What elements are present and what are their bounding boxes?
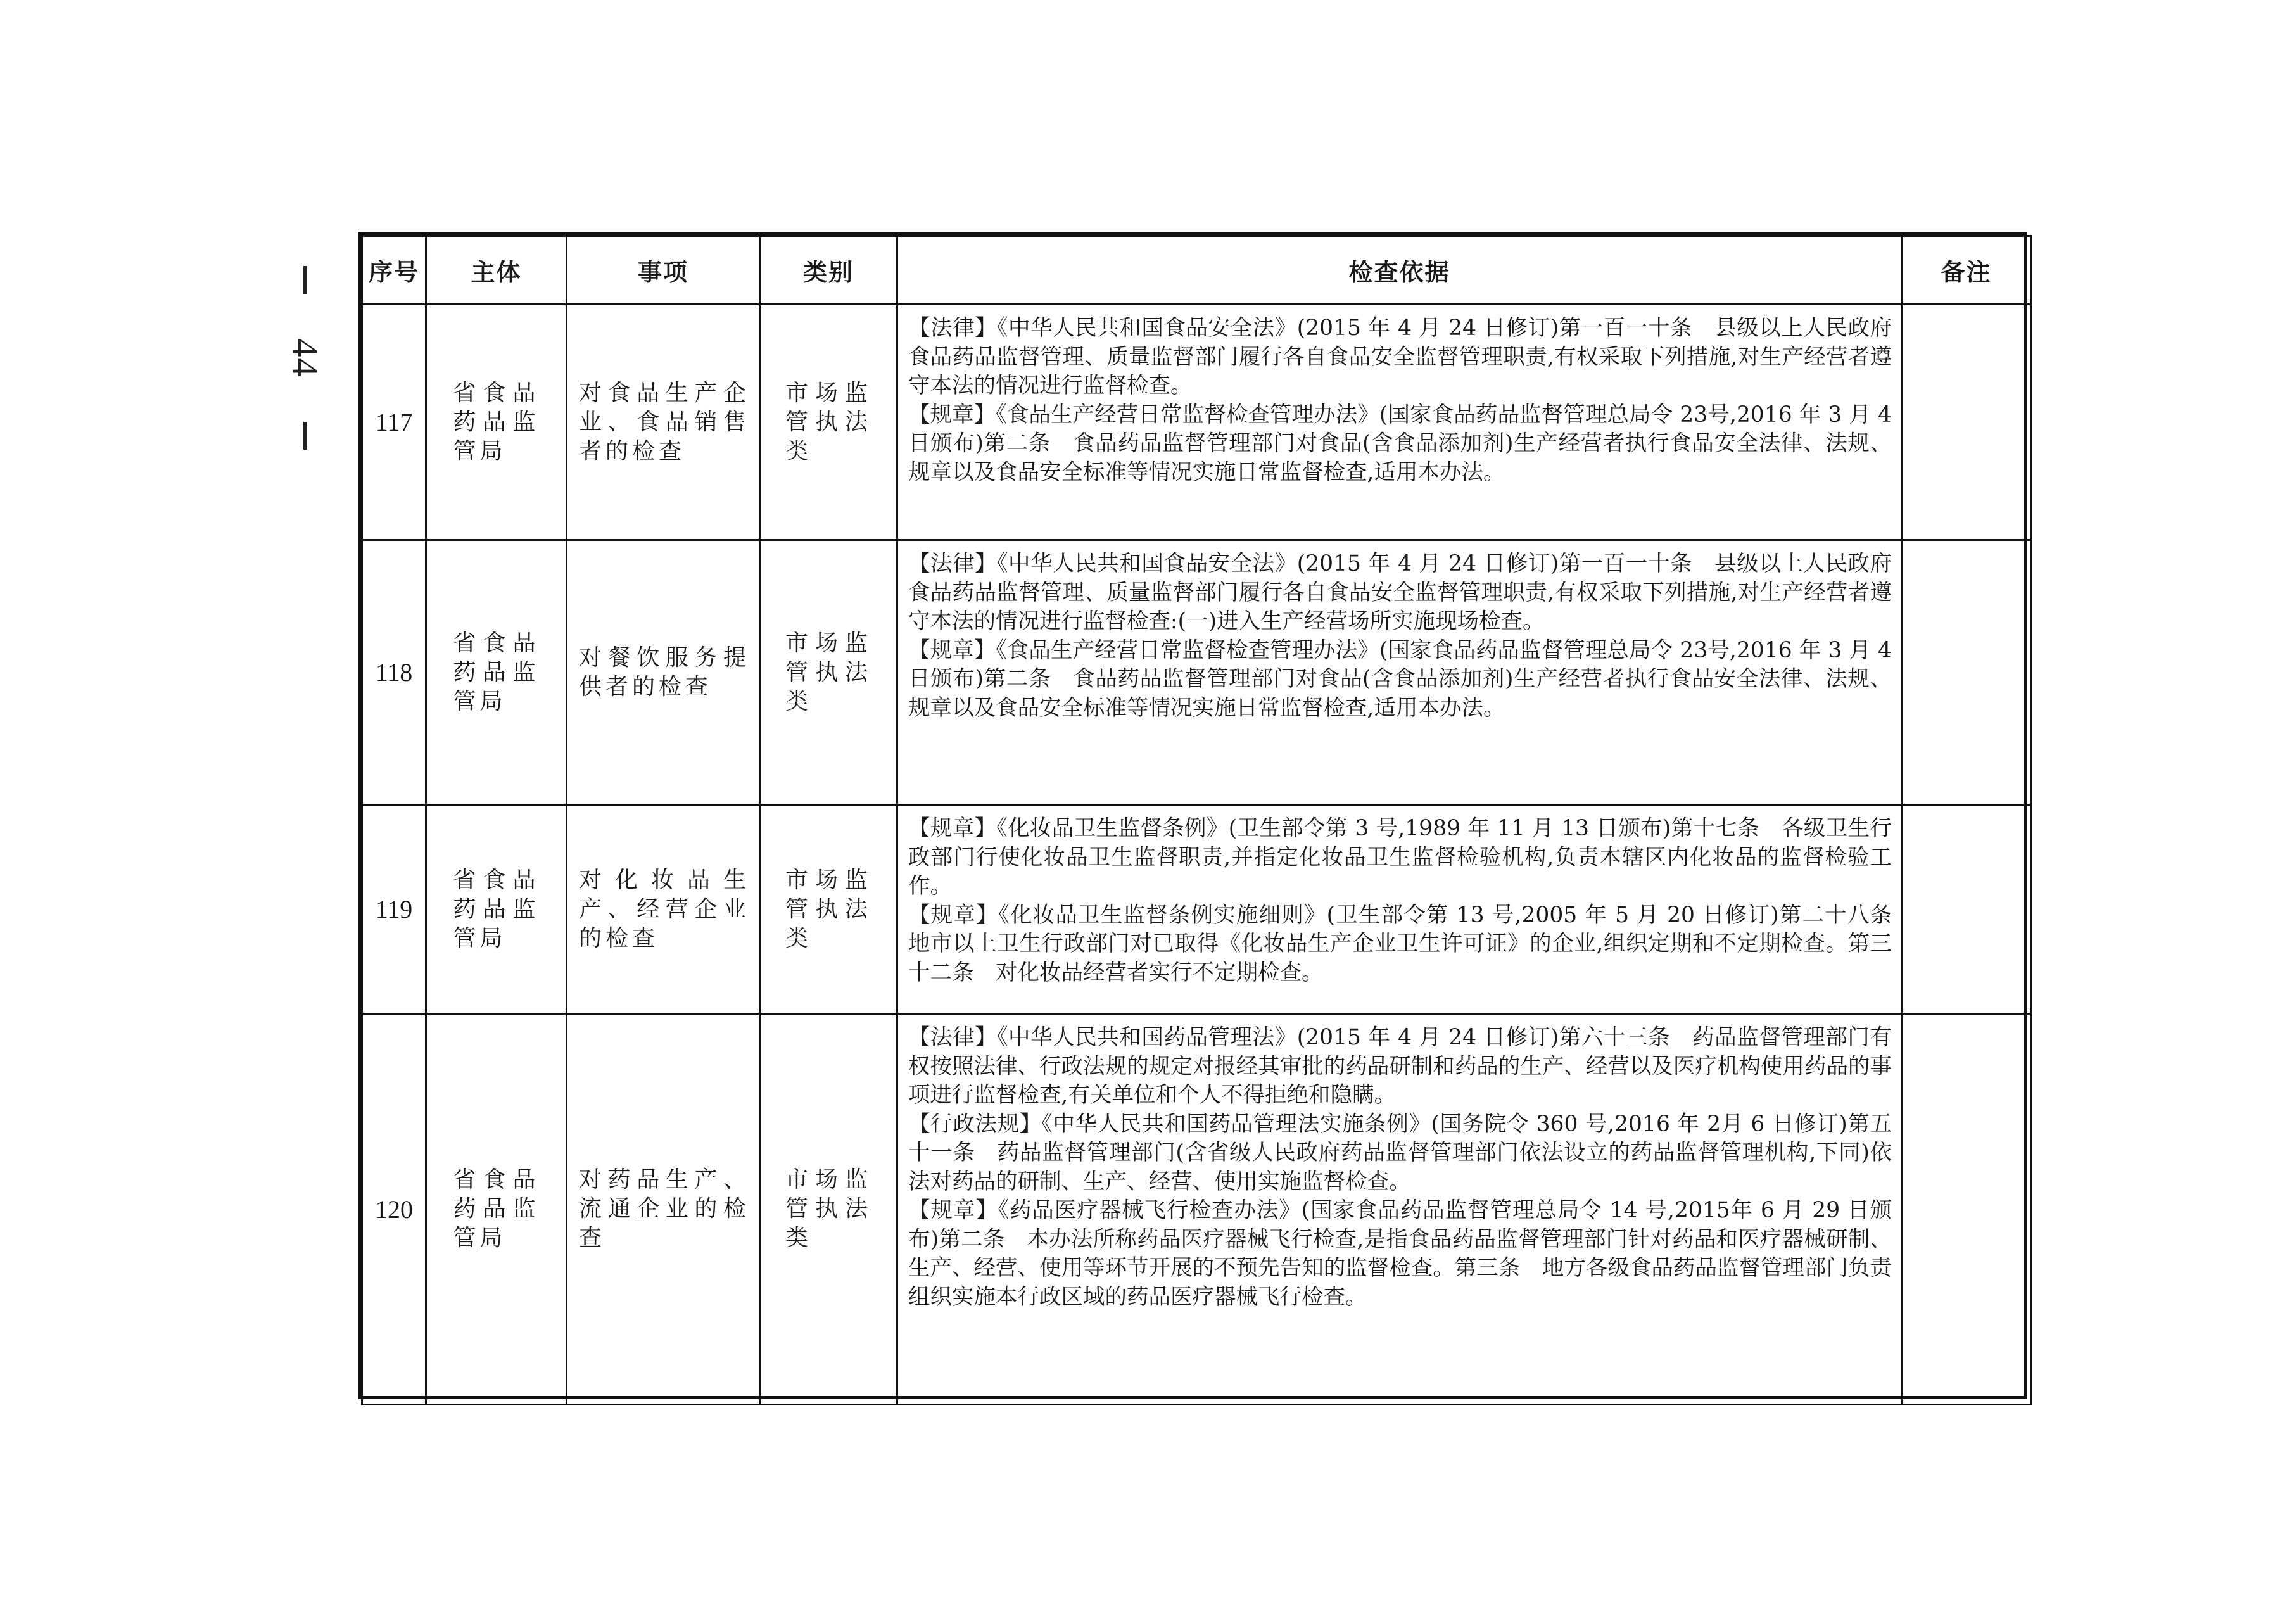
row-category	[760, 305, 897, 540]
row-subject	[426, 1014, 567, 1405]
header-matter: 事项	[567, 236, 760, 305]
row-category	[760, 540, 897, 805]
row-seq: 120	[362, 1014, 426, 1405]
table-row	[362, 1014, 2031, 1405]
row-note	[1902, 1014, 2031, 1405]
row-category	[760, 1014, 897, 1405]
table-row	[362, 540, 2031, 805]
header-subject: 主体	[426, 236, 567, 305]
header-category: 类别	[760, 236, 897, 305]
row-category-text: 市场监管执法类	[785, 379, 871, 464]
table-row	[362, 805, 2031, 1014]
basis-paragraph: 【规章】《化妆品卫生监督条例实施细则》(卫生部令第 13 号,2005 年 5 月 20 日修订)第二十八条 地市以上卫生行政部门对已取得《化妆品生产企业卫生许可证》的企业,组织定期和不定期检查。第三十二条 对化妆品经营者实行不定期检查。	[908, 902, 1914, 986]
row-subject-text: 省食品药品监管局	[453, 866, 540, 951]
row-note	[1902, 540, 2031, 805]
row-seq: 119	[362, 805, 426, 1014]
row-matter: 对食品生产企业、食品销售者的检查	[567, 305, 760, 540]
row-category-text: 市场监管执法类	[785, 1167, 871, 1251]
inspection-table	[358, 232, 2027, 1399]
row-note	[1902, 305, 2031, 540]
basis-paragraph: 【法律】《中华人民共和国食品安全法》(2015 年 4 月 24 日修订)第一百一十条 县级以上人民政府食品药品监督管理、质量监督部门履行各自食品安全监督管理职责,有权采取下列措施,对生产经营者遵守本法的情况进行监督检查:(一)进入生产经营场所实施现场检查。	[908, 551, 1892, 634]
row-subject	[426, 540, 567, 805]
basis-paragraph: 【规章】《食品生产经营日常监督检查管理办法》(国家食品药品监督管理总局令 23号,2016 年 3 月 4 日颁布)第二条 食品药品监督管理部门对食品(含食品添加剂)生产经营者执行食品安全法律、法规、规章以及食品安全标准等情况实施日常监督检查,适用本办法。	[908, 402, 1892, 485]
row-matter: 对药品生产、流通企业的检查	[567, 1014, 760, 1405]
basis-paragraph: 【规章】《化妆品卫生监督条例》(卫生部令第 3 号,1989 年 11 月 13 日颁布)第十七条 各级卫生行政部门行使化妆品卫生监督职责,并指定化妆品卫生监督检验机构,负责本辖区内化妆品的监督检验工作。	[908, 816, 1892, 899]
header-basis: 检查依据	[897, 236, 1902, 305]
basis-paragraph: 【规章】《食品生产经营日常监督检查管理办法》(国家食品药品监督管理总局令 23号,2016 年 3 月 4 日颁布)第二条 食品药品监督管理部门对食品(含食品添加剂)生产经营者执行食品安全法律、法规、规章以及食品安全标准等情况实施日常监督检查,适用本办法。	[908, 637, 1892, 721]
table-header-row	[362, 236, 2031, 305]
row-matter: 对化妆品生产、经营企业的检查	[567, 805, 760, 1014]
row-basis	[897, 540, 1902, 805]
row-category	[760, 805, 897, 1014]
row-category-text: 市场监管执法类	[785, 866, 871, 951]
row-subject-text: 省食品药品监管局	[453, 379, 540, 464]
row-seq: 118	[362, 540, 426, 805]
row-note	[1902, 805, 2031, 1014]
page-number-dash-top	[303, 266, 307, 294]
basis-paragraph: 【法律】《中华人民共和国药品管理法》(2015 年 4 月 24 日修订)第六十三条 药品监督管理部门有权按照法律、行政法规的规定对报经其审批的药品研制和药品的生产、经营以及医疗机构使用药品的事项进行监督检查,有关单位和个人不得拒绝和隐瞒。	[908, 1025, 1892, 1108]
row-basis	[897, 805, 1914, 1014]
basis-paragraph: 【行政法规】《中华人民共和国药品管理法实施条例》(国务院令 360 号,2016 年 2月 6 日修订)第五十一条 药品监督管理部门(含省级人民政府药品监督管理部门依法设立的药品监督管理机构,下同)依法对药品的研制、生产、经营、使用实施监督检查。	[908, 1111, 1892, 1195]
row-matter: 对餐饮服务提供者的检查	[567, 540, 760, 805]
page-number-dash-bottom	[303, 422, 307, 450]
page-number	[280, 266, 331, 450]
header-note: 备注	[1902, 236, 2031, 305]
row-seq: 117	[362, 305, 426, 540]
row-subject-text: 省食品药品监管局	[453, 630, 540, 714]
row-subject	[426, 305, 567, 540]
table-row	[362, 305, 2031, 540]
row-basis	[897, 1014, 1902, 1405]
row-basis	[897, 305, 1902, 540]
row-subject	[426, 805, 567, 1014]
row-category-text: 市场监管执法类	[785, 630, 871, 714]
inspection-table-grid	[361, 235, 2032, 1405]
basis-paragraph: 【法律】《中华人民共和国食品安全法》(2015 年 4 月 24 日修订)第一百一十条 县级以上人民政府食品药品监督管理、质量监督部门履行各自食品安全监督管理职责,有权采取下列措施,对生产经营者遵守本法的情况进行监督检查。	[908, 315, 1892, 398]
basis-paragraph: 【规章】《药品医疗器械飞行检查办法》(国家食品药品监督管理总局令 14 号,2015年 6 月 29 日颁布)第二条 本办法所称药品医疗器械飞行检查,是指食品药品监督管理部门针对药品和医疗器械研制、生产、经营、使用等环节开展的不预先告知的监督检查。第三条 地方各级食品药品监督管理部门负责组织实施本行政区域的药品医疗器械飞行检查。	[908, 1198, 1892, 1310]
page-number-text: 44	[284, 338, 326, 377]
row-subject-text: 省食品药品监管局	[453, 1167, 540, 1251]
header-seq: 序号	[362, 236, 426, 305]
